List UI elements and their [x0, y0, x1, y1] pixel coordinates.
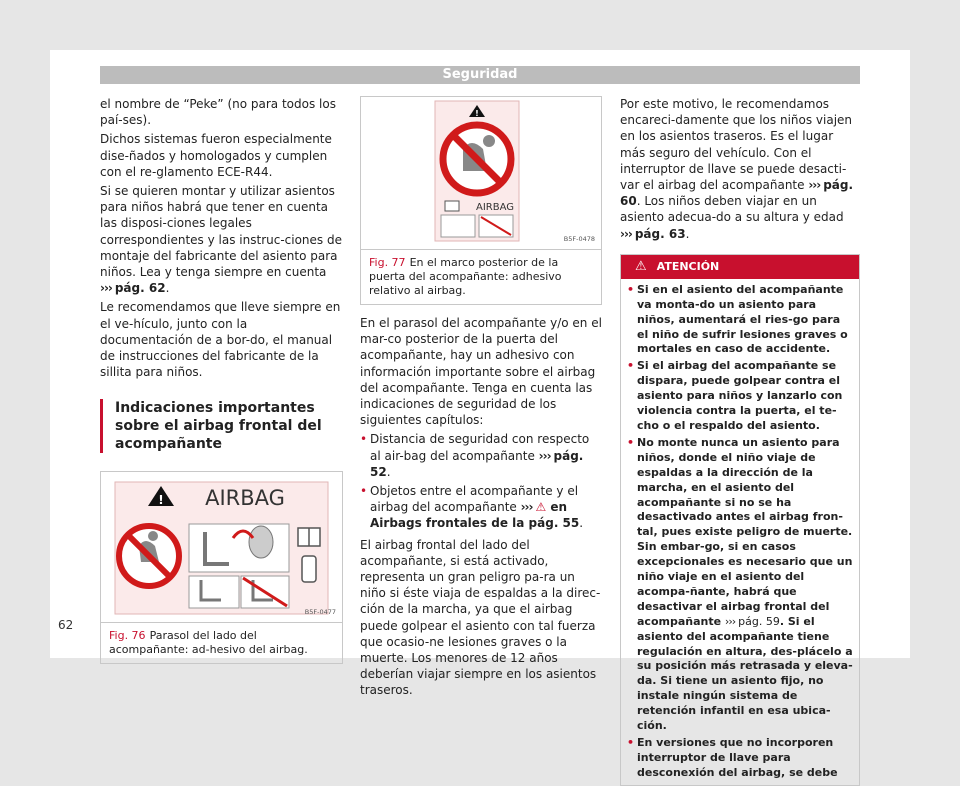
image-code: B5F-0477	[304, 608, 336, 617]
svg-text:!: !	[475, 109, 479, 118]
svg-text:!: !	[158, 493, 164, 508]
warning-body	[621, 279, 859, 785]
figure-caption	[101, 622, 342, 663]
warning-title: ATENCIÓN	[656, 259, 720, 273]
warning-item: • No monte nunca un asiento para niños, donde el niño viaje de espaldas a la dirección de la marcha, en el asiento del acompañante si no se ha desactivado antes el airbag fron-tal, pues existe peligro de muerte. Sin embar-go, si en casos excepcionales es necesario que un niño viaje en el asiento del acompa-ñante, habrá que desactivar el airbag frontal del acompañante ››› pág. 59. Si el asiento del acompañante tiene regulación en altura, des-plácelo a su posición más retrasada y eleva-da. Si tiene un asiento fijo, no instale ningún sistema de retención infantil en esa ubica-ción.	[627, 436, 853, 734]
caption-text: En el marco posterior de la puerta del acompañante: adhesivo relativo al airbag.	[369, 256, 562, 297]
page-reference-link[interactable]: ››› pág. 60	[620, 178, 854, 209]
warning-item: • En versiones que no incorporen interruptor de llave para desconexión del airbag, se debe	[627, 736, 853, 781]
warning-item: • Si el airbag del acompañante se dispara, puede golpear contra el asiento para niños y lanzarlo con violencia contra la puerta, el te-cho o el respaldo del asiento.	[627, 359, 853, 434]
paragraph: En el parasol del acompañante y/o en el mar-co posterior de la puerta del acompañante, hay un adhesivo con información importante sobre el airbag del acompañante. Tenga en cuenta las indicaciones de seguridad de los siguientes capítulos:	[360, 316, 602, 428]
warning-box	[620, 254, 860, 786]
svg-text:AIRBAG: AIRBAG	[475, 202, 515, 213]
page-number: 62	[58, 618, 74, 632]
paragraph: el nombre de “Peke” (no para todos los paí-ses).	[100, 97, 336, 128]
figure-77	[360, 96, 602, 305]
page-reference-link[interactable]: ››› pág. 63	[620, 226, 686, 241]
figure-number: Fig. 76	[109, 629, 146, 643]
no-child-seat-icon	[119, 526, 179, 586]
list-item: • Objetos entre el acompañante y el airbag del acompañante ››› ⚠ en Airbags frontales de la pág. 55.	[360, 483, 602, 532]
page-reference-link[interactable]: ››› pág. 52	[370, 448, 584, 479]
section-heading: Indicaciones importantes sobre el airbag frontal del acompañante	[100, 399, 343, 453]
paragraph-text: Si se quieren montar y utilizar asientos para niños habrá que tener en cuenta las disposi-ciones legales correspondientes y las instruc-ciones de montaje del fabricante del asiento para niños. Lea y tenga siempre en cuenta	[100, 184, 342, 280]
caption-text: Parasol del lado del acompañante: ad-hesivo del airbag.	[109, 629, 308, 657]
figure-76	[100, 471, 343, 664]
paragraph: Dichos sistemas fueron especialmente dise-ñados y homologados y cumplen con el re-glamento ECE-R44.	[100, 132, 332, 179]
warning-header	[621, 255, 859, 279]
page-reference-link[interactable]: ››› pág. 59	[724, 614, 780, 628]
no-child-seat-icon	[443, 125, 511, 193]
page-reference-link[interactable]: ››› ⚠ en Airbags frontales de la pág. 55	[370, 500, 580, 531]
paragraph: Por este motivo, le recomendamos encareci-damente que los niños viajen en los asientos traseros. Es el lugar más seguro del vehículo. Con el interruptor de llave se puede desacti-var el airbag del acompañante ››› pág. 60. Los niños deben viajar en un asiento adecua-do a su altura y edad ››› pág. 63.	[620, 97, 854, 241]
paragraph: El airbag frontal del lado del acompañante, si está activado, representa un gran peligro pa-ra un niño si éste viaja de espaldas a la direc-ción de la marcha, ya que el airbag puede golpear el asiento con tal fuerza que ocasio-ne lesiones graves o la muerte. Los menores de 12 años deberían viajar siempre en los asientos traseros.	[360, 537, 601, 698]
figure-number: Fig. 77	[369, 256, 406, 269]
warning-item: • Si en el asiento del acompañante va monta-do un asiento para niños, aumentará el ries-go para el niño de sufrir lesiones graves o mortales en caso de accidente.	[627, 283, 853, 358]
column-2	[360, 96, 602, 702]
warning-triangle-icon: ⚠	[535, 500, 547, 515]
svg-text:AIRBAG: AIRBAG	[205, 486, 285, 511]
figure-caption	[361, 249, 601, 304]
list-item: • Distancia de seguridad con respecto al air-bag del acompañante ››› pág. 52.	[360, 431, 602, 480]
page-reference-link[interactable]: ››› pág. 62	[100, 281, 166, 296]
column-1	[100, 96, 343, 672]
image-code: B5F-0478	[563, 234, 595, 243]
airbag-sticker-image	[101, 472, 342, 622]
paragraph: Si se quieren montar y utilizar asientos para niños habrá que tener en cuenta las disposi-ciones legales correspondientes y las instruc-ciones de montaje del fabricante del asiento para niños. Lea y tenga siempre en cuenta ››› pág. 62.	[100, 184, 342, 296]
door-sticker-image	[361, 97, 601, 249]
paragraph: Le recomendamos que lleve siempre en el ve-hículo, junto con la documentación de a bor-do, el manual de instrucciones del fabricante de la sillita para niños.	[100, 300, 341, 380]
column-3	[620, 96, 860, 786]
warning-triangle-icon: ⚠	[635, 258, 647, 274]
section-header: Seguridad	[100, 66, 860, 84]
seat-airbag-diagram	[189, 524, 289, 608]
